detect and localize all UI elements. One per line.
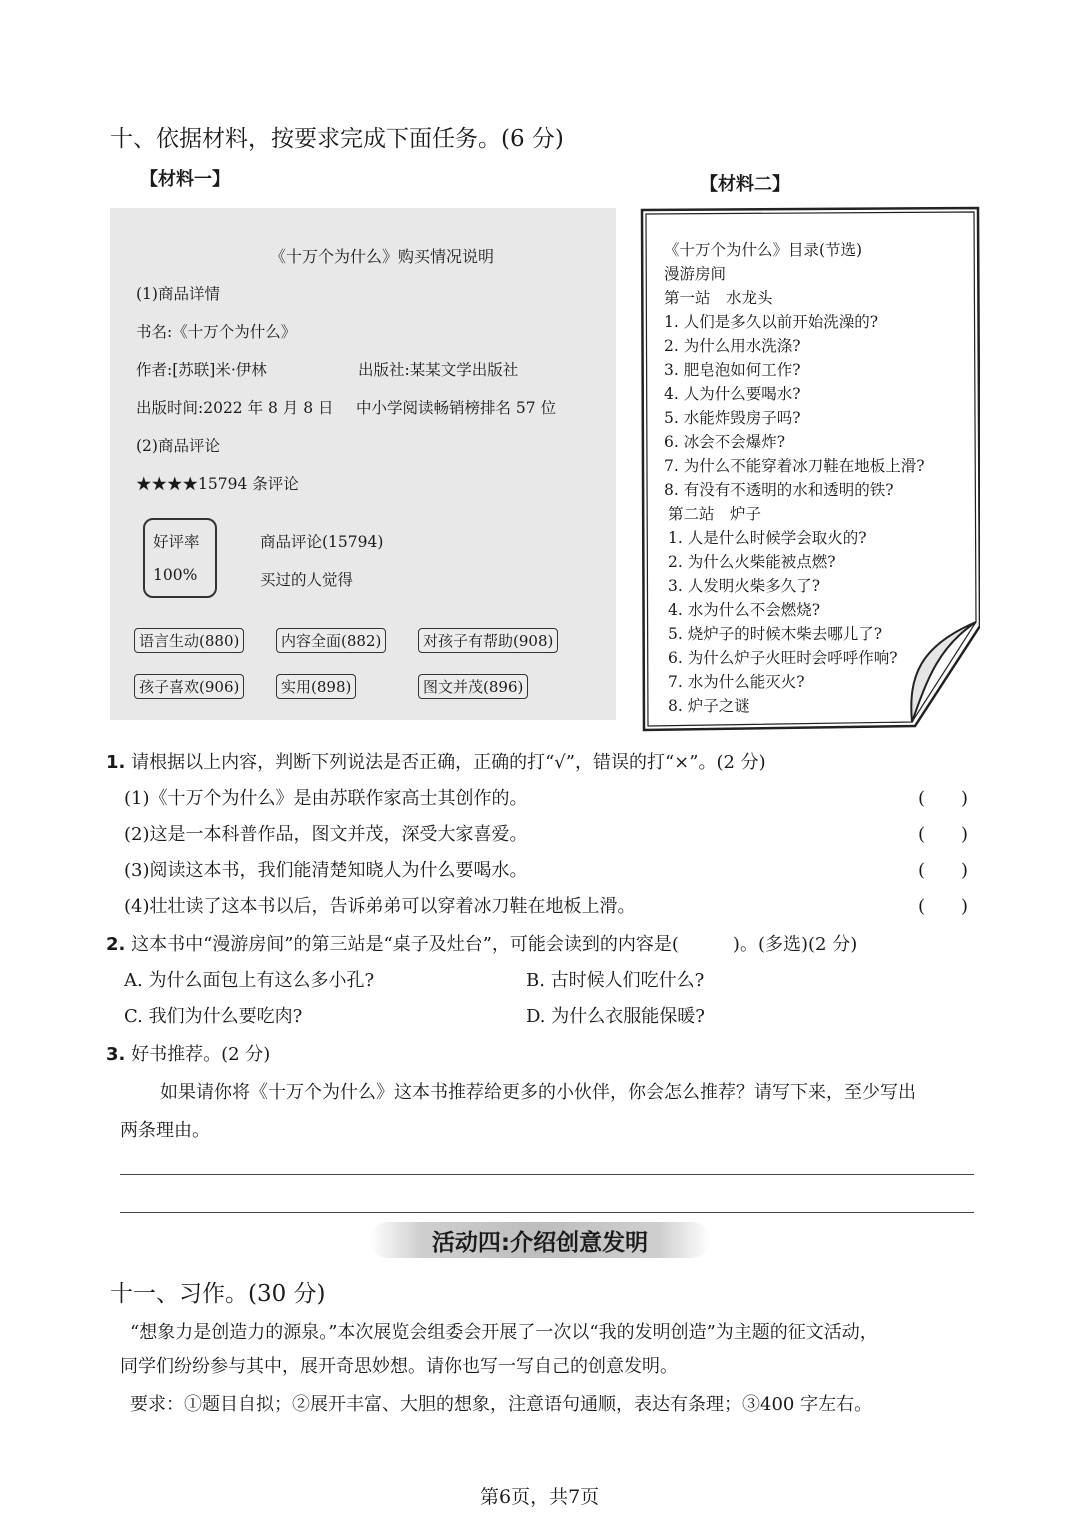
question-3-prompt: 如果请你将《十万个为什么》这本书推荐给更多的小伙伴，你会怎么推荐？请写下来，至少写出 bbox=[160, 1082, 916, 1103]
catalog-item: 8. 有没有不透明的水和透明的铁? bbox=[664, 481, 894, 499]
answer-paren[interactable]: ( ) bbox=[918, 824, 969, 845]
buyers-feel: 买过的人觉得 bbox=[260, 571, 354, 589]
answer-paren[interactable]: ( ) bbox=[918, 896, 969, 917]
catalog-item: 2. 为什么火柴能被点燃? bbox=[668, 553, 836, 571]
judge-statement: (4)壮壮读了这本书以后，告诉弟弟可以穿着冰刀鞋在地板上滑。 bbox=[124, 896, 636, 917]
catalog-item: 1. 人是什么时候学会取火的? bbox=[668, 529, 867, 547]
detail-title: (1)商品详情 bbox=[136, 285, 220, 303]
positive-rate-label: 好评率 bbox=[153, 533, 200, 551]
catalog-item: 7. 水为什么能灭火? bbox=[668, 673, 805, 691]
catalog-item: 4. 人为什么要喝水? bbox=[664, 385, 801, 403]
catalog-item: 5. 烧炉子的时候木柴去哪儿了? bbox=[668, 625, 883, 643]
judge-statement: (2)这是一本科普作品，图文并茂，深受大家喜爱。 bbox=[124, 824, 528, 845]
activity-4-title: 活动四:介绍创意发明 bbox=[431, 1230, 649, 1256]
book-name: 书名:《十万个为什么》 bbox=[136, 323, 297, 341]
positive-rate-value: 100% bbox=[153, 566, 198, 584]
question-3-text: 好书推荐。(2 分) bbox=[131, 1044, 271, 1065]
judge-statement: (3)阅读这本书，我们能清楚知晓人为什么要喝水。 bbox=[124, 860, 528, 881]
material-2-label: 【材料二】 bbox=[700, 174, 790, 195]
catalog-item: 6. 冰会不会爆炸? bbox=[664, 433, 786, 451]
sales-ranking: 中小学阅读畅销榜排名 57 位 bbox=[356, 399, 557, 417]
answer-paren[interactable]: ( ) bbox=[918, 788, 969, 809]
review-tag: 内容全面(882) bbox=[276, 628, 386, 653]
question-1-text: 请根据以上内容，判断下列说法是否正确，正确的打“√”，错误的打“×”。(2 分) bbox=[131, 752, 766, 773]
catalog-station-1: 第一站 水龙头 bbox=[664, 289, 773, 307]
option-d: D. 为什么衣服能保暖? bbox=[526, 1006, 705, 1027]
answer-line[interactable] bbox=[120, 1212, 974, 1213]
review-tag: 图文并茂(896) bbox=[418, 674, 528, 699]
writing-prompt: “想象力是创造力的源泉。”本次展览会组委会开展了一次以“我的发明创造”为主题的征文活动， bbox=[130, 1322, 878, 1343]
writing-prompt-cont: 同学们纷纷参与其中，展开奇思妙想。请你也写一写自己的创意发明。 bbox=[120, 1356, 678, 1377]
catalog-item: 2. 为什么用水洗涤? bbox=[664, 337, 801, 355]
question-1 bbox=[106, 748, 766, 774]
purchase-heading: 《十万个为什么》购买情况说明 bbox=[270, 247, 495, 266]
section-11-title: 十一、习作。(30 分) bbox=[110, 1281, 326, 1307]
catalog-item: 4. 水为什么不会燃烧? bbox=[668, 601, 821, 619]
catalog-station-2: 第二站 炉子 bbox=[668, 505, 762, 523]
catalog-item: 8. 炉子之谜 bbox=[668, 697, 750, 715]
answer-line[interactable] bbox=[120, 1174, 974, 1175]
material-2-panel bbox=[640, 206, 980, 734]
option-a: A. 为什么面包上有这么多小孔? bbox=[124, 970, 375, 991]
answer-paren[interactable]: ( ) bbox=[918, 860, 969, 881]
publisher: 出版社:某某文学出版社 bbox=[358, 361, 519, 379]
catalog-item: 7. 为什么不能穿着冰刀鞋在地板上滑? bbox=[664, 457, 925, 475]
option-b: B. 古时候人们吃什么? bbox=[526, 970, 705, 991]
material-1-panel bbox=[110, 208, 616, 720]
catalog-heading: 《十万个为什么》目录(节选) bbox=[664, 241, 863, 259]
question-2-text: 这本书中“漫游房间”的第三站是“桌子及灶台”，可能会读到的内容是( )。(多选)(2 分) bbox=[131, 934, 858, 955]
catalog-item: 3. 肥皂泡如何工作? bbox=[664, 361, 801, 379]
catalog-item: 3. 人发明火柴多久了? bbox=[668, 577, 821, 595]
review-tag: 实用(898) bbox=[276, 674, 356, 699]
writing-requirements: 要求：①题目自拟；②展开丰富、大胆的想象，注意语句通顺，表达有条理；③400 字左右。 bbox=[130, 1394, 873, 1415]
positive-rate-box bbox=[143, 518, 217, 598]
page-number: 第6页，共7页 bbox=[480, 1486, 600, 1508]
catalog-room: 漫游房间 bbox=[664, 265, 727, 283]
question-3 bbox=[106, 1040, 270, 1066]
option-c: C. 我们为什么要吃肉? bbox=[124, 1006, 303, 1027]
review-tag: 对孩子有帮助(908) bbox=[418, 628, 558, 653]
judge-statement: (1)《十万个为什么》是由苏联作家高士其创作的。 bbox=[124, 788, 528, 809]
question-3-number: 3. bbox=[106, 1044, 126, 1065]
review-tag: 孩子喜欢(906) bbox=[134, 674, 244, 699]
star-rating: ★★★★ bbox=[136, 475, 199, 493]
section-10-title: 十、依据材料，按要求完成下面任务。(6 分) bbox=[110, 126, 564, 152]
material-1-label: 【材料一】 bbox=[140, 169, 230, 190]
publish-date: 出版时间:2022 年 8 月 8 日 bbox=[136, 399, 334, 417]
review-tag: 语言生动(880) bbox=[134, 628, 244, 653]
question-3-prompt-cont: 两条理由。 bbox=[120, 1120, 210, 1141]
question-2 bbox=[106, 930, 857, 956]
rating-row bbox=[136, 472, 299, 494]
review-count: 15794 条评论 bbox=[198, 475, 299, 493]
comments-label: 商品评论(15794) bbox=[260, 533, 384, 551]
question-1-number: 1. bbox=[106, 752, 126, 773]
review-title: (2)商品评论 bbox=[136, 437, 220, 455]
question-2-number: 2. bbox=[106, 934, 126, 955]
author: 作者:[苏联]米·伊林 bbox=[136, 361, 267, 379]
catalog-item: 1. 人们是多久以前开始洗澡的? bbox=[664, 313, 879, 331]
catalog-item: 5. 水能炸毁房子吗? bbox=[664, 409, 801, 427]
catalog-item: 6. 为什么炉子火旺时会呼呼作响? bbox=[668, 649, 898, 667]
